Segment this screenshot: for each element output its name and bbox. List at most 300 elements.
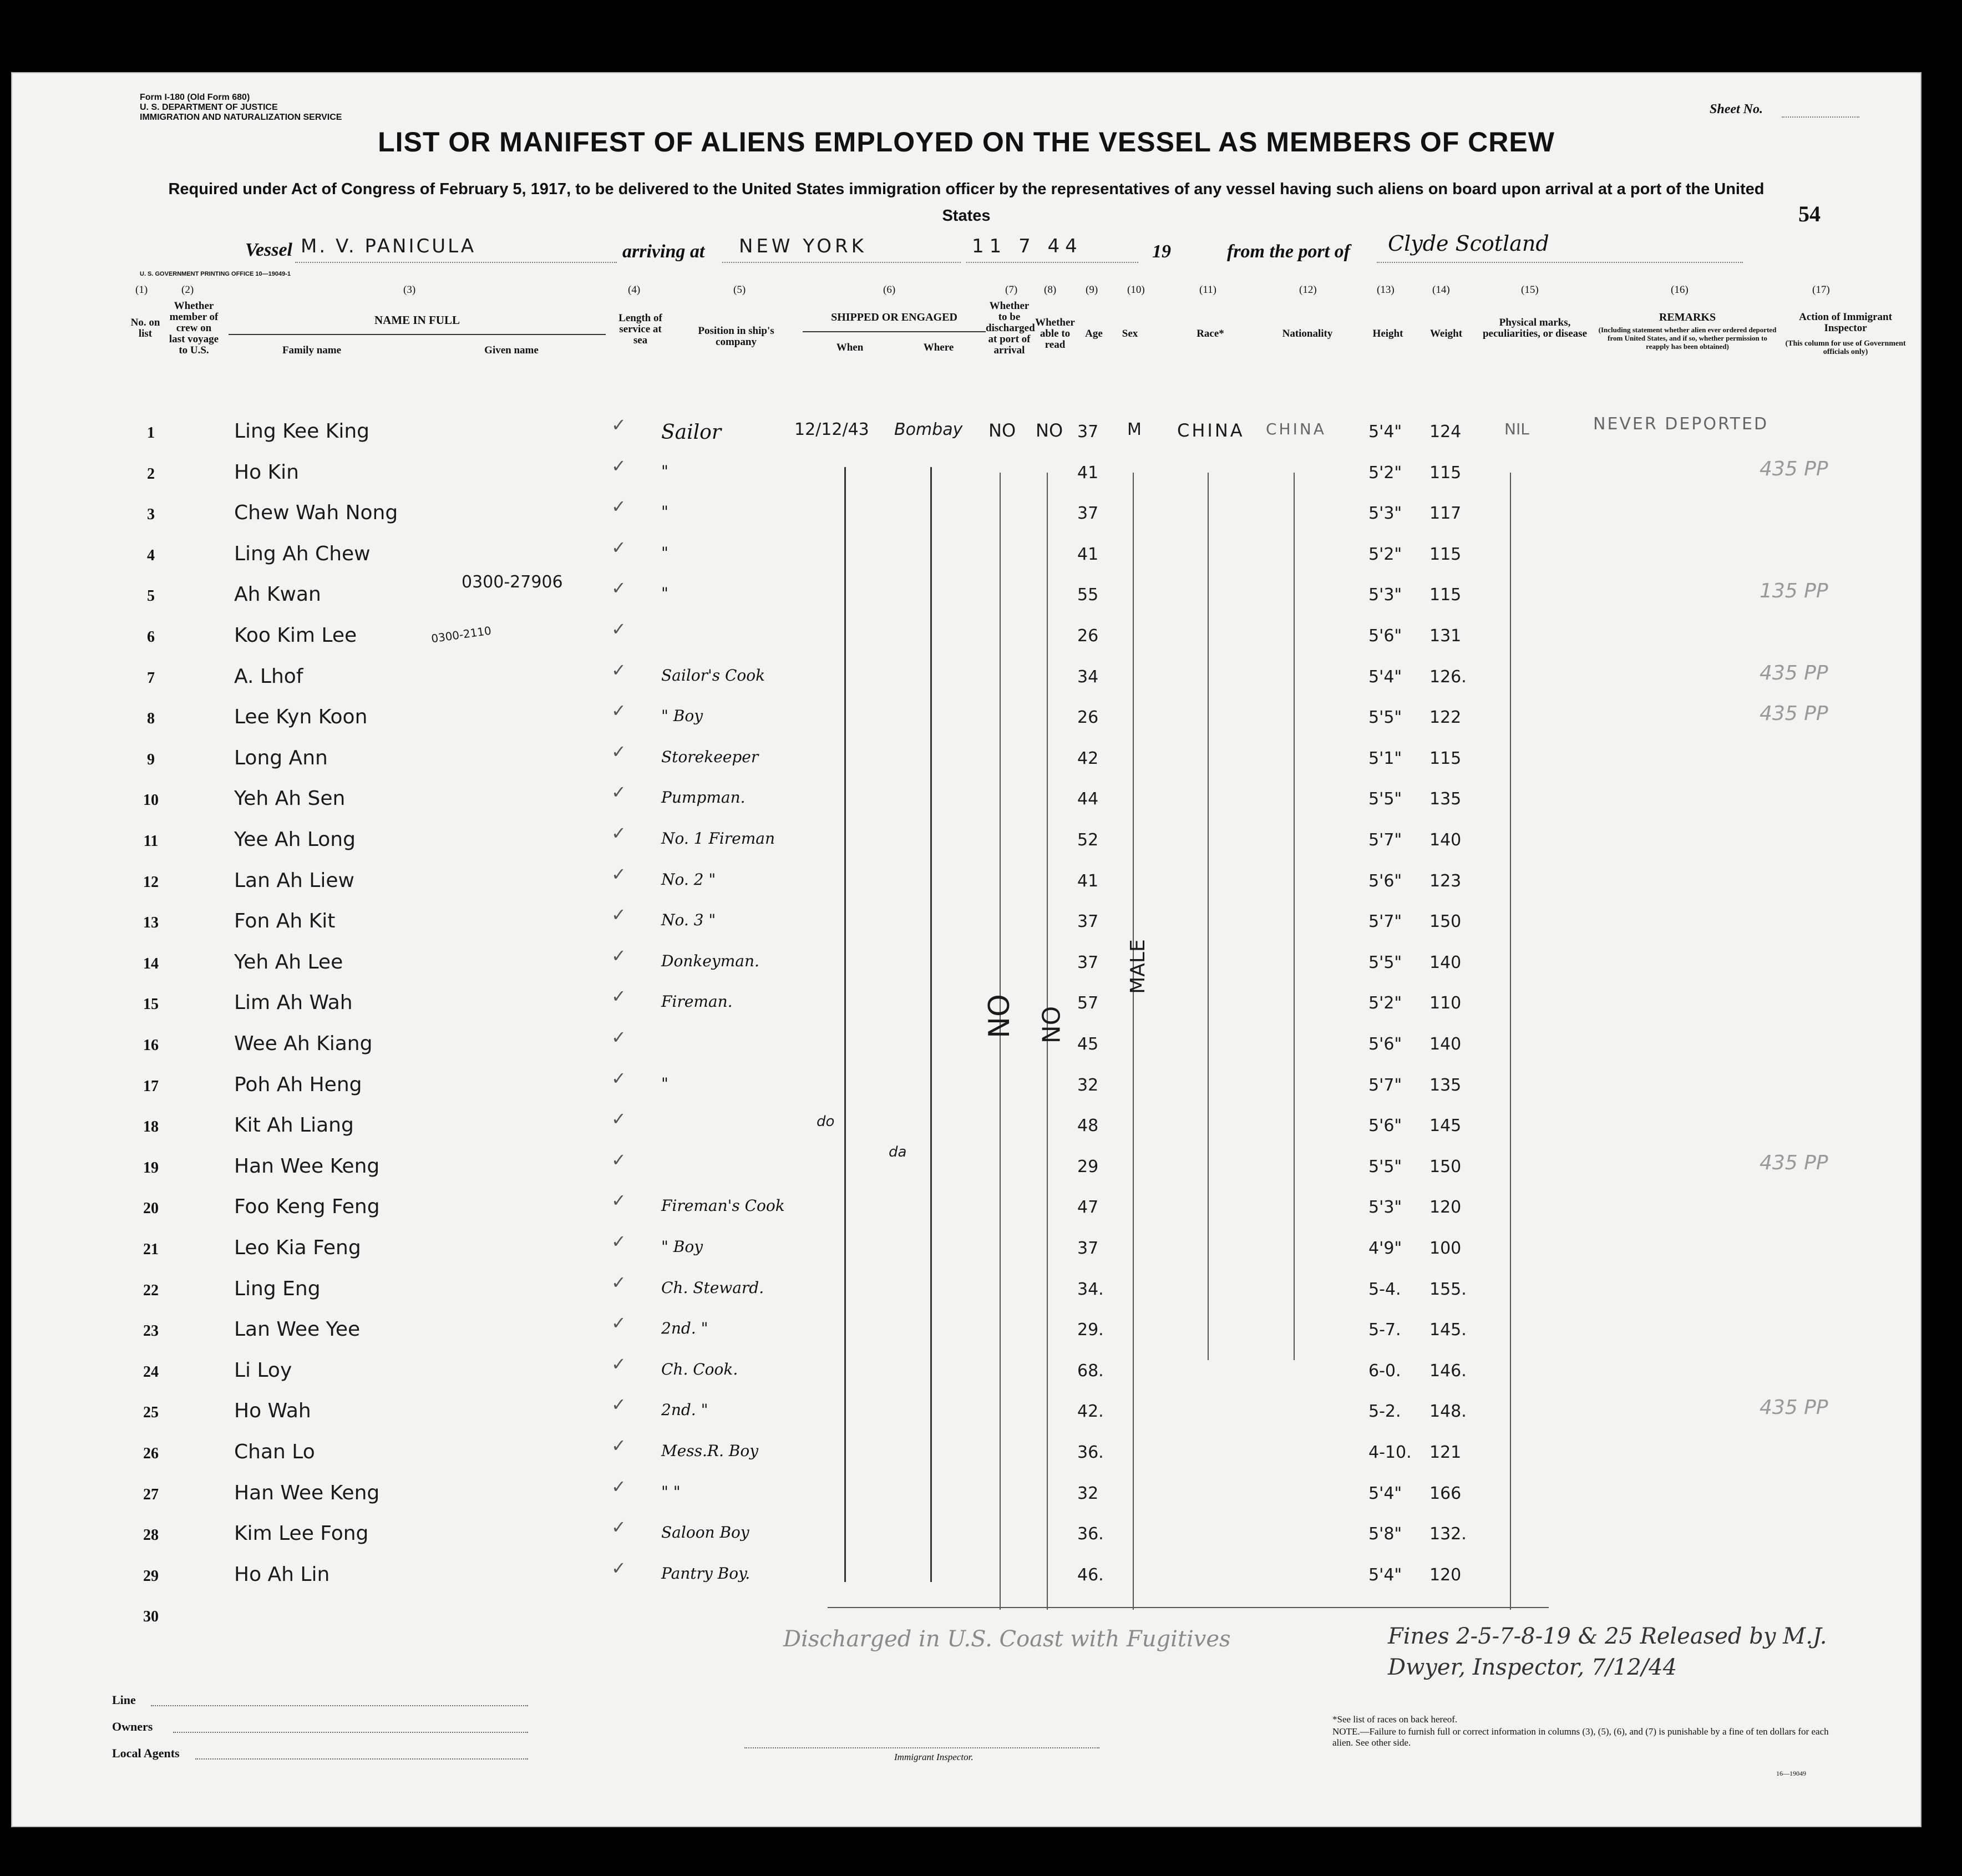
crew-name: Han Wee Keng <box>234 1154 380 1178</box>
crew-name: Lan Wee Yee <box>234 1318 361 1341</box>
row-number: 2 <box>147 465 155 483</box>
line-underline <box>151 1705 528 1706</box>
crew-row <box>12 577 1920 618</box>
crew-position: Donkeyman. <box>661 951 759 970</box>
crew-row <box>12 1312 1920 1353</box>
crew-inspector-action: 435 PP <box>1760 457 1828 480</box>
crew-weight: 120 <box>1429 1565 1462 1585</box>
crew-position: " <box>661 462 668 480</box>
port-underline <box>1377 262 1743 263</box>
crew-age: 41 <box>1077 463 1099 483</box>
column-number: (6) <box>883 284 896 296</box>
crew-weight: 124 <box>1429 422 1462 442</box>
crew-height: 5-2. <box>1368 1402 1401 1422</box>
crew-age: 36. <box>1077 1524 1104 1544</box>
row-number: 10 <box>143 792 159 809</box>
crew-row <box>12 741 1920 782</box>
crew-row <box>12 823 1920 863</box>
crew-age: 37 <box>1077 1239 1099 1258</box>
ditto-line-race <box>1208 473 1209 1360</box>
col-head-given: Given name <box>484 344 539 356</box>
page-title: LIST OR MANIFEST OF ALIENS EMPLOYED ON THE VESSEL AS MEMBERS OF CREW <box>378 126 1555 158</box>
row-number: 6 <box>147 628 155 646</box>
col-head-no: No. on list <box>130 317 160 339</box>
column-number: (2) <box>181 284 194 296</box>
crew-age: 37 <box>1077 952 1099 972</box>
crew-row <box>12 1108 1920 1149</box>
row-number: 19 <box>143 1159 159 1177</box>
crew-age: 29. <box>1077 1320 1104 1340</box>
crew-row <box>12 700 1920 741</box>
col-head-action: Action of Immigrant Inspector <box>1799 311 1892 334</box>
col-head-service: Length of service at sea <box>618 312 662 346</box>
inspector-label: Immigrant Inspector. <box>894 1752 974 1762</box>
row-number: 24 <box>143 1363 159 1381</box>
crew-row <box>12 1027 1920 1067</box>
row-number: 21 <box>143 1241 159 1258</box>
crew-row <box>12 1435 1920 1476</box>
page-number: 54 <box>1798 201 1821 226</box>
crew-row <box>12 986 1920 1026</box>
checkmark-icon: ✓ <box>611 1476 626 1497</box>
form-code: 16—19049 <box>1776 1769 1806 1777</box>
crew-discharge: NO <box>988 420 1016 441</box>
col-head-nationality: Nationality <box>1282 328 1333 339</box>
crew-shipped-when: 12/12/43 <box>794 420 869 439</box>
agents-underline <box>195 1758 528 1760</box>
col-head-last-voyage: Whether member of crew on last voyage to U.S. <box>169 300 219 356</box>
crew-age: 32 <box>1077 1075 1099 1095</box>
crew-row <box>12 1231 1920 1271</box>
crew-name: Ho Kin <box>234 460 299 484</box>
crew-position: Fireman's Cook <box>661 1196 785 1215</box>
row-number: 1 <box>147 424 155 442</box>
action-note: (This column for use of Government officials only) <box>1785 339 1906 356</box>
margin-number-b: 0300-2110 <box>430 623 493 646</box>
ditto-mark-when: do <box>817 1113 835 1130</box>
checkmark-icon: ✓ <box>611 986 626 1007</box>
crew-name: Li Loy <box>234 1358 292 1382</box>
vessel-name: M. V. PANICULA <box>301 235 476 257</box>
crew-position: Storekeeper <box>661 747 759 766</box>
crew-row <box>12 1394 1920 1434</box>
row-number: 26 <box>143 1445 159 1462</box>
crew-name: Ling Eng <box>234 1277 321 1300</box>
crew-height: 5'3" <box>1368 1198 1402 1218</box>
column-number: (5) <box>733 284 746 296</box>
crew-weight: 145 <box>1429 1116 1462 1136</box>
crew-nationality: CHINA <box>1266 420 1326 438</box>
crew-name: Chan Lo <box>234 1441 315 1463</box>
crew-height: 5'3" <box>1368 585 1402 605</box>
from-port-label: from the port of <box>1227 241 1350 262</box>
shipped-rule <box>803 331 986 332</box>
crew-weight: 135 <box>1429 789 1462 809</box>
crew-height: 5'6" <box>1368 1035 1402 1054</box>
date-underline <box>966 262 1138 263</box>
crew-position: " Boy <box>661 707 703 726</box>
crew-name: Kim Lee Fong <box>234 1522 369 1545</box>
checkmark-icon: ✓ <box>611 741 626 762</box>
checkmark-icon: ✓ <box>611 905 626 925</box>
crew-row <box>12 1068 1920 1108</box>
crew-name: Long Ann <box>234 746 328 769</box>
checkmark-icon: ✓ <box>611 1313 626 1334</box>
column-number: (13) <box>1377 284 1395 296</box>
crew-age: 52 <box>1077 830 1099 850</box>
crew-weight: 110 <box>1429 993 1462 1013</box>
crew-age: 46. <box>1077 1565 1104 1585</box>
ditto-line-where <box>930 467 932 1582</box>
crew-age: 57 <box>1077 993 1099 1013</box>
crew-row <box>12 660 1920 700</box>
col-head-remarks: REMARKS <box>1659 311 1716 323</box>
crew-row <box>12 782 1920 822</box>
crew-inspector-action: 435 PP <box>1760 1396 1828 1419</box>
row-number: 5 <box>147 587 155 605</box>
crew-row <box>12 1190 1920 1230</box>
sheet-number-line <box>1782 116 1859 118</box>
row-number: 16 <box>143 1037 159 1054</box>
crew-position: " " <box>661 1482 681 1501</box>
arriving-port: NEW YORK <box>739 235 867 257</box>
column-number: (4) <box>628 284 641 296</box>
crew-row <box>12 945 1920 986</box>
row-number: 11 <box>143 833 159 850</box>
col-head-race: Race* <box>1197 328 1224 339</box>
col-head-weight: Weight <box>1429 328 1463 339</box>
crew-name: Kit Ah Liang <box>234 1114 354 1137</box>
crew-position: Pumpman. <box>661 788 746 807</box>
column-number: (9) <box>1086 284 1098 296</box>
year-label: 19 <box>1152 241 1171 262</box>
crew-name: Fon Ah Kit <box>234 910 336 933</box>
crew-weight: 123 <box>1429 871 1462 891</box>
col-head-sex: Sex <box>1122 328 1138 339</box>
crew-weight: 120 <box>1429 1198 1462 1218</box>
crew-row <box>12 1353 1920 1394</box>
col-head-name: NAME IN FULL <box>374 313 460 327</box>
row-number: 28 <box>143 1527 159 1544</box>
crew-age: 34 <box>1077 667 1099 687</box>
checkmark-icon: ✓ <box>611 823 626 843</box>
row-number: 20 <box>143 1200 159 1218</box>
col-head-position: Position in ship's company <box>698 325 774 348</box>
checkmark-icon: ✓ <box>611 1068 626 1088</box>
column-number: (12) <box>1299 284 1317 296</box>
crew-weight: 115 <box>1429 544 1462 564</box>
remarks-note: (Including statement whether alien ever ordered deported from United States, and if so, whether permission to reapply has been obtained) <box>1598 326 1777 351</box>
crew-weight: 126. <box>1429 667 1467 687</box>
crew-weight: 131 <box>1429 626 1462 646</box>
column-number: (3) <box>403 284 416 296</box>
crew-name: Lim Ah Wah <box>234 991 353 1015</box>
races-note: *See list of races on back hereof. <box>1332 1714 1458 1725</box>
crew-position: " <box>661 543 668 562</box>
printing-office: U. S. GOVERNMENT PRINTING OFFICE 10—19049-1 <box>140 271 291 277</box>
column-number: (17) <box>1812 284 1830 296</box>
col-head-discharge: Whether to be discharged at port of arrival <box>986 300 1035 356</box>
crew-weight: 146. <box>1429 1361 1467 1381</box>
crew-name: Poh Ah Heng <box>234 1073 362 1096</box>
col-head-height: Height <box>1372 328 1403 339</box>
crew-height: 5'2" <box>1368 463 1402 483</box>
checkmark-icon: ✓ <box>611 455 626 476</box>
crew-height: 5'2" <box>1368 993 1402 1013</box>
crew-age: 37 <box>1077 504 1099 524</box>
ditto-line-marks <box>1510 473 1511 1610</box>
crew-height: 5'5" <box>1368 952 1402 972</box>
crew-row <box>12 904 1920 945</box>
col-head-read: Whether able to read <box>1035 317 1075 351</box>
row-number: 30 <box>143 1608 159 1626</box>
form-id-block <box>140 93 342 123</box>
crew-row <box>12 414 1920 455</box>
crew-name: Yeh Ah Sen <box>234 787 346 810</box>
checkmark-icon: ✓ <box>611 1027 626 1047</box>
ditto-line-when <box>844 467 846 1582</box>
crew-position: No. 2 " <box>661 870 716 889</box>
crew-weight: 145. <box>1429 1320 1467 1340</box>
crew-age: 37 <box>1077 422 1099 442</box>
checkmark-icon: ✓ <box>611 864 626 884</box>
column-number: (14) <box>1432 284 1450 296</box>
crew-position: Saloon Boy <box>661 1523 749 1542</box>
crew-inspector-action: 435 PP <box>1760 1151 1828 1174</box>
crew-weight: 140 <box>1429 1035 1462 1054</box>
checkmark-icon: ✓ <box>611 1109 626 1129</box>
crew-height: 5'7" <box>1368 912 1402 932</box>
crew-position: " <box>661 1074 668 1093</box>
row-number: 4 <box>147 546 155 564</box>
row-number: 3 <box>147 506 155 524</box>
row-number: 22 <box>143 1281 159 1299</box>
col-head-shipped: SHIPPED OR ENGAGED <box>831 311 957 323</box>
ditto-mark-where: da <box>889 1144 907 1160</box>
crew-age: 26 <box>1077 626 1099 646</box>
vertical-male: MALE <box>1126 939 1149 994</box>
crew-row <box>12 1272 1920 1312</box>
arrival-date: 11 7 44 <box>972 235 1083 257</box>
crew-marks: NIL <box>1504 420 1529 438</box>
crew-height: 5'7" <box>1368 1075 1402 1095</box>
checkmark-icon: ✓ <box>611 701 626 721</box>
crew-height: 5'5" <box>1368 708 1402 728</box>
row-number: 25 <box>143 1404 159 1422</box>
row-number: 17 <box>143 1077 159 1095</box>
row-number: 9 <box>147 751 155 768</box>
crew-age: 32 <box>1077 1483 1099 1503</box>
crew-age: 68. <box>1077 1361 1104 1381</box>
bottom-note: Discharged in U.S. Coast with Fugitives <box>783 1626 1231 1652</box>
checkmark-icon: ✓ <box>611 1395 626 1415</box>
crew-row <box>12 1517 1920 1557</box>
crew-row <box>12 537 1920 577</box>
row-number: 15 <box>143 996 159 1013</box>
crew-weight: 115 <box>1429 748 1462 768</box>
crew-age: 42 <box>1077 748 1099 768</box>
crew-inspector-action: 435 PP <box>1760 661 1828 685</box>
crew-age: 48 <box>1077 1116 1099 1136</box>
crew-name: Yeh Ah Lee <box>234 950 343 974</box>
crew-race: CHINA <box>1177 420 1245 441</box>
checkmark-icon: ✓ <box>611 1149 626 1170</box>
crew-weight: 135 <box>1429 1075 1462 1095</box>
margin-number-a: 0300-27906 <box>462 572 563 592</box>
crew-weight: 155. <box>1429 1279 1467 1299</box>
crew-height: 5'6" <box>1368 871 1402 891</box>
crew-position: No. 3 " <box>661 911 716 930</box>
crew-row <box>12 496 1920 536</box>
crew-height: 5'7" <box>1368 830 1402 850</box>
arriving-label: arriving at <box>622 241 705 262</box>
crew-inspector-action: 435 PP <box>1760 702 1828 726</box>
page-subtitle: Required under Act of Congress of February 5, 1917, to be delivered to the United States immigration officer by the representatives of any vessel having such aliens on board upon arrival at a port of the United States <box>168 180 1765 225</box>
column-number: (15) <box>1521 284 1539 296</box>
checkmark-icon: ✓ <box>611 1353 626 1374</box>
release-note: Fines 2-5-7-8-19 & 25 Released by M.J. Dwyer, Inspector, 7/12/44 <box>1388 1624 1827 1680</box>
crew-age: 34. <box>1077 1279 1104 1299</box>
col-head-age: Age <box>1085 328 1103 339</box>
crew-height: 5'5" <box>1368 1157 1402 1177</box>
crew-position: " <box>661 584 668 603</box>
owners-underline <box>173 1732 528 1733</box>
checkmark-icon: ✓ <box>611 1558 626 1578</box>
crew-weight: 122 <box>1429 708 1462 728</box>
checkmark-icon: ✓ <box>611 945 626 966</box>
crew-age: 41 <box>1077 871 1099 891</box>
crew-row <box>12 1149 1920 1190</box>
form-service: IMMIGRATION AND NATURALIZATION SERVICE <box>140 113 342 122</box>
row-number: 27 <box>143 1485 159 1503</box>
vertical-no-read: NO <box>1037 1006 1066 1044</box>
checkmark-icon: ✓ <box>611 660 626 680</box>
line-label: Line <box>112 1693 136 1707</box>
owners-label: Owners <box>112 1720 153 1733</box>
crew-height: 4'9" <box>1368 1239 1402 1258</box>
crew-name: Ah Kwan <box>234 583 321 606</box>
crew-height: 5-4. <box>1368 1279 1401 1299</box>
crew-weight: 115 <box>1429 463 1462 483</box>
crew-name: Ho Wah <box>234 1400 311 1423</box>
fine-note: NOTE.—Failure to furnish full or correct information in columns (3), (5), (6), and (7) is punishable by a fine of ten dollars for each alien. See other side. <box>1332 1726 1829 1748</box>
crew-weight: 115 <box>1429 585 1462 605</box>
bottom-bracket-line <box>828 1607 1549 1608</box>
crew-age: 44 <box>1077 789 1099 809</box>
form-id: Form I-180 (Old Form 680) <box>140 93 250 102</box>
crew-height: 5'6" <box>1368 1116 1402 1136</box>
crew-height: 5'4" <box>1368 422 1402 442</box>
vessel-label: Vessel <box>245 240 292 260</box>
ditto-line-sex <box>1133 473 1134 1610</box>
crew-weight: 150 <box>1429 912 1462 932</box>
col-head-where: Where <box>923 342 954 353</box>
crew-read: NO <box>1036 420 1063 441</box>
crew-remarks: NEVER DEPORTED <box>1593 414 1769 434</box>
ditto-line-discharge <box>1000 473 1001 1610</box>
column-number: (8) <box>1044 284 1057 296</box>
col-head-when: When <box>836 342 864 353</box>
crew-position: No. 1 Fireman <box>661 829 775 848</box>
crew-position: " <box>661 503 668 521</box>
crew-age: 41 <box>1077 544 1099 564</box>
crew-row <box>12 618 1920 659</box>
row-number: 13 <box>143 914 159 932</box>
form-department: U. S. DEPARTMENT OF JUSTICE <box>140 103 278 112</box>
crew-age: 55 <box>1077 585 1099 605</box>
from-port: Clyde Scotland <box>1388 231 1549 256</box>
crew-weight: 117 <box>1429 504 1462 524</box>
crew-position: 2nd. " <box>661 1319 708 1338</box>
crew-position: Ch. Steward. <box>661 1278 764 1297</box>
crew-height: 4-10. <box>1368 1443 1412 1462</box>
crew-position: Mess.R. Boy <box>661 1442 759 1460</box>
crew-position: Sailor's Cook <box>661 666 765 685</box>
crew-age: 36. <box>1077 1443 1104 1462</box>
inspector-signature-line <box>744 1747 1099 1748</box>
row-number: 18 <box>143 1118 159 1136</box>
crew-sex: M <box>1127 420 1142 439</box>
crew-name: Yee Ah Long <box>234 828 356 851</box>
crew-position: Ch. Cook. <box>661 1360 738 1378</box>
checkmark-icon: ✓ <box>611 1272 626 1292</box>
crew-row <box>12 1558 1920 1598</box>
crew-name: A. Lhof <box>234 665 303 688</box>
sheet-number-label: Sheet No. <box>1710 102 1763 116</box>
crew-row <box>12 1476 1920 1517</box>
crew-position: Sailor <box>661 421 722 444</box>
row-number: 23 <box>143 1322 159 1340</box>
checkmark-icon: ✓ <box>611 782 626 803</box>
crew-name: Chew Wah Nong <box>234 501 398 525</box>
arriving-underline <box>722 262 961 263</box>
crew-inspector-action: 135 PP <box>1760 580 1828 603</box>
crew-height: 5'2" <box>1368 544 1402 564</box>
vessel-underline <box>295 262 617 263</box>
crew-weight: 166 <box>1429 1483 1462 1503</box>
checkmark-icon: ✓ <box>611 1231 626 1251</box>
column-number: (10) <box>1127 284 1145 296</box>
row-number: 29 <box>143 1567 159 1585</box>
column-number: (7) <box>1005 284 1018 296</box>
row-number: 12 <box>143 873 159 891</box>
ditto-line-nationality <box>1294 473 1295 1360</box>
crew-height: 5'3" <box>1368 504 1402 524</box>
crew-row <box>12 864 1920 904</box>
vertical-no-discharge: NO <box>982 994 1016 1038</box>
crew-name: Leo Kia Feng <box>234 1236 361 1259</box>
name-rule <box>229 334 606 335</box>
column-number: (1) <box>135 284 148 296</box>
crew-position: " Boy <box>661 1238 703 1256</box>
crew-weight: 140 <box>1429 952 1462 972</box>
column-number: (11) <box>1199 284 1216 296</box>
crew-height: 5'4" <box>1368 1565 1402 1585</box>
agents-label: Local Agents <box>112 1746 180 1760</box>
manifest-sheet <box>11 72 1922 1827</box>
crew-name: Han Wee Keng <box>234 1481 380 1504</box>
crew-height: 5'8" <box>1368 1524 1402 1544</box>
crew-height: 5'6" <box>1368 626 1402 646</box>
crew-height: 5'1" <box>1368 748 1402 768</box>
row-number: 14 <box>143 955 159 972</box>
crew-weight: 140 <box>1429 830 1462 850</box>
crew-weight: 121 <box>1429 1443 1462 1462</box>
crew-name: Ling Kee King <box>234 420 370 443</box>
crew-name: Ling Ah Chew <box>234 542 371 565</box>
crew-name: Wee Ah Kiang <box>234 1032 373 1055</box>
crew-weight: 150 <box>1429 1157 1462 1177</box>
